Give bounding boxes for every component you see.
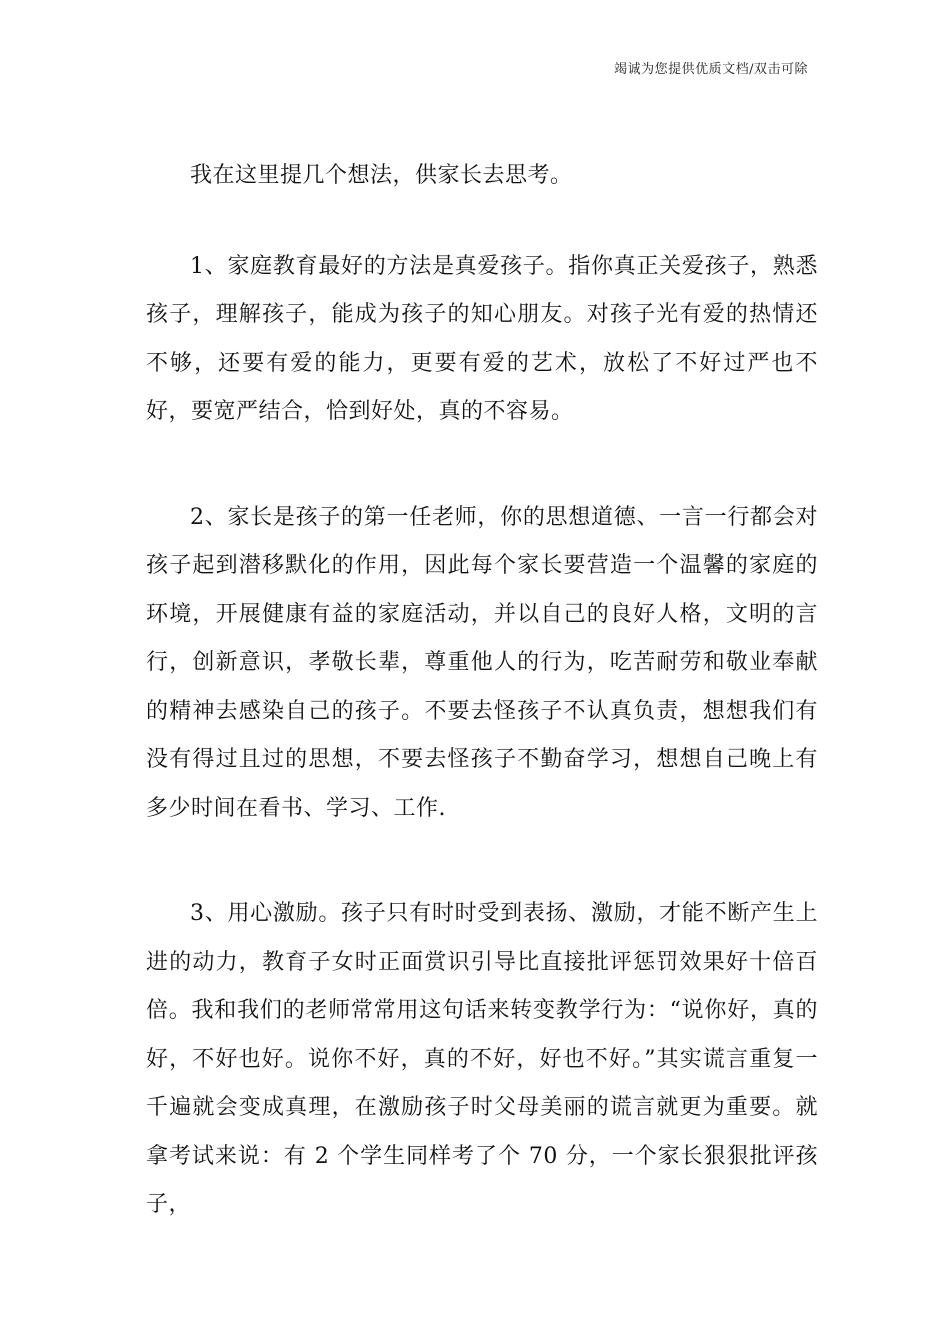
paragraph-point-1: 1、家庭教育最好的方法是真爱孩子。指你真正关爱孩子，熟悉孩子，理解孩子，能成为孩子的知心朋友。对孩子光有爱的热情还不够，还要有爱的能力，更要有爱的艺术，放松了不好过严也不好，要宽严结合，恰到好处，真的不容易。: [146, 253, 818, 424]
document-body: [146, 152, 818, 1230]
paragraph-point-2: 2、家长是孩子的第一任老师，你的思想道德、一言一行都会对孩子起到潜移默化的作用，因此每个家长要营造一个温馨的家庭的环境，开展健康有益的家庭活动，并以自己的良好人格，文明的言行，创新意识，孝敬长辈，尊重他人的行为，吃苦耐劳和敬业奉献的精神去感染自己的孩子。不要去怪孩子不认真负责，想想我们有没有得过且过的思想，不要去怪孩子不勤奋学习，想想自己晚上有多少时间在看书、学习、工作.: [146, 504, 818, 821]
paragraph-point-3: 3、用心激励。孩子只有时时受到表扬、激励，才能不断产生上进的动力，教育子女时正面赏识引导比直接批评惩罚效果好十倍百倍。我和我们的老师常常用这句话来转变教学行为：“说你好，真的好，不好也好。说你不好，真的不好，好也不好。”其实谎言重复一千遍就会变成真理，在激励孩子时父母美丽的谎言就更为重要。就拿考试来说：有 2 个学生同样考了个 70 分，一个家长狠狠批评孩子，: [146, 901, 818, 1217]
header-note: 竭诚为您提供优质文档/双击可除: [614, 62, 808, 77]
paragraph-intro: 我在这里提几个想法，供家长去思考。: [190, 163, 573, 188]
